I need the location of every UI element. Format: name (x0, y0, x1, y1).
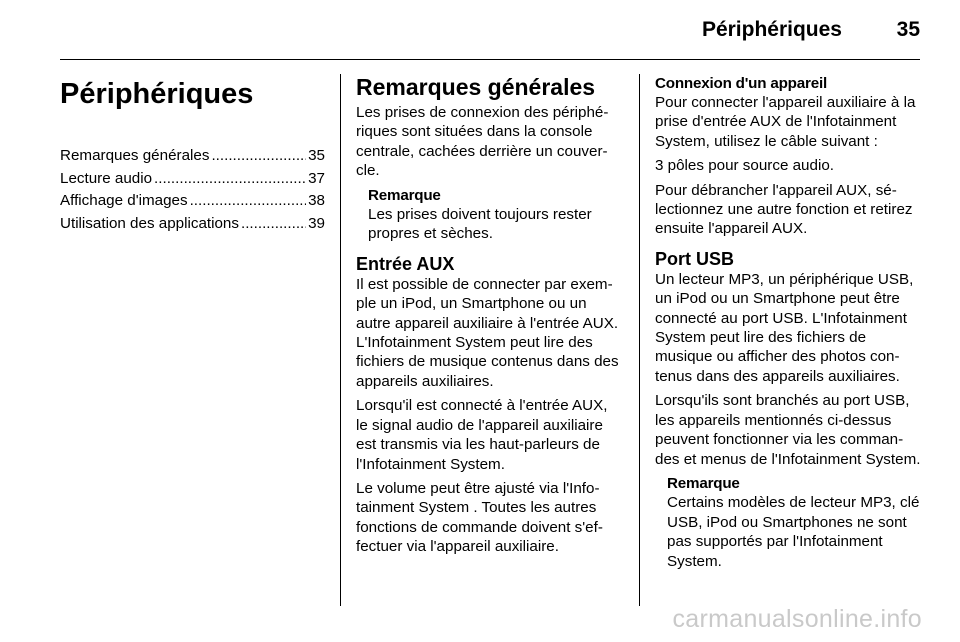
toc-item[interactable] (60, 191, 325, 214)
toc-item-label: Remarques générales (60, 147, 210, 164)
note-text: Certains modèles de lecteur MP3, clé USB, iPod ou Smartphones ne sont pas supportés par l'Infotainment System. (667, 494, 920, 570)
note-title: Remarque (368, 186, 441, 204)
note-box (368, 186, 622, 244)
aux-paragraph-1: Il est possible de connecter par exemple un iPod, un Smartphone ou un autre appareil auxiliaire à l'entrée AUX. L'Infotainment System peut lire des fichiers de musique contenus dans des appareils auxiliaires. (356, 275, 619, 390)
connect-paragraph-1: Pour connecter l'appareil auxiliaire à la prise d'entrée AUX de l'Infotainment System, utilisez le câble suivant : (655, 94, 916, 150)
toc-item[interactable] (60, 146, 325, 169)
toc-item[interactable] (60, 169, 325, 192)
toc-item-label: Utilisation des applications (60, 214, 239, 232)
toc-item-label: Affichage d'images (60, 192, 188, 209)
section-heading: Remarques générales (356, 74, 596, 100)
connect-heading: Connexion d'un appareil (655, 75, 827, 92)
header-divider (60, 59, 920, 60)
toc-leader-dots (154, 169, 306, 188)
toc-leader-dots (241, 214, 306, 233)
page-header (0, 0, 960, 60)
chapter-title: Périphériques (60, 78, 254, 110)
middle-column (356, 74, 622, 562)
usb-paragraph-1: Un lecteur MP3, un périphérique USB, un iPod ou un Smartphone peut être connecté au port USB. L'Infotainment System peut lire des fichiers de musique ou afficher des photos contenus dans des appareils auxiliaires. (655, 270, 914, 385)
toc-leader-dots (211, 146, 306, 165)
aux-heading: Entrée AUX (356, 253, 455, 274)
watermark: carmanualsonline.info (672, 605, 922, 633)
column-divider-right (639, 74, 640, 606)
note-text: Les prises doivent toujours rester propres et sèches. (368, 206, 592, 243)
running-title: Périphériques (701, 18, 842, 41)
connect-paragraph-3: Pour débrancher l'appareil AUX, sélectionnez une autre fonction et retirez ensuite l'appareil AUX. (655, 181, 913, 238)
connect-paragraph-2: 3 pôles pour source audio. (655, 157, 834, 175)
page-number: 35 (896, 18, 920, 41)
toc-column (60, 74, 325, 236)
column-divider-left (340, 74, 341, 606)
intro-paragraph: Les prises de connexion des périphériques sont situées dans la console centrale, cachées derrière un couvercle. (356, 104, 609, 180)
toc-leader-dots (190, 191, 307, 210)
right-column (655, 74, 921, 579)
usb-note-box (667, 474, 921, 571)
usb-paragraph-2: Lorsqu'ils sont branchés au port USB, les appareils mentionnés ci-dessus peuvent fonctionner via les commandes et menus de l'Infotainment System. (655, 392, 921, 468)
usb-heading: Port USB (655, 248, 735, 269)
toc-item-page: 35 (308, 147, 325, 164)
toc-item-page: 39 (308, 214, 325, 232)
toc-item-page: 38 (308, 192, 325, 209)
aux-paragraph-3: Le volume peut être ajusté via l'Infotainment System . Toutes les autres fonctions de commande doivent s'effectuer via l'appareil auxiliaire. (356, 479, 603, 556)
toc-item-page: 37 (308, 169, 325, 187)
toc-item-label: Lecture audio (60, 169, 153, 187)
note-title: Remarque (667, 474, 740, 492)
aux-paragraph-2: Lorsqu'il est connecté à l'entrée AUX, le signal audio de l'appareil auxiliaire est transmis via les haut-parleurs de l'Infotainment System. (356, 397, 608, 473)
toc-item[interactable] (60, 214, 325, 237)
